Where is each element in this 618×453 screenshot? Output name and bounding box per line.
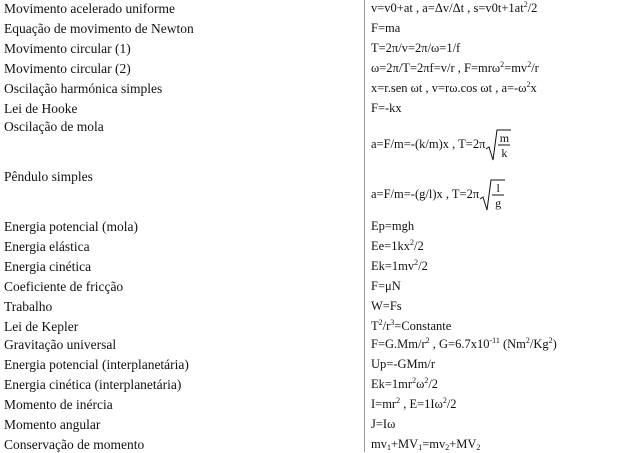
superscript: 2 <box>523 0 528 9</box>
formula-text: Ek=1mv <box>371 259 415 273</box>
quantity-name: Movimento circular (2) <box>4 61 131 76</box>
formula <box>371 318 451 335</box>
superscript: 2 <box>424 376 429 385</box>
quantity-name: Gravitação universal <box>4 337 117 352</box>
superscript: -11 <box>489 336 500 345</box>
fraction-denominator: k <box>501 146 508 160</box>
formula-text: v=v0+at , a=Δv/Δt , s=v0t+1at <box>371 1 524 15</box>
formula <box>371 238 424 255</box>
quantity-name: Movimento circular (1) <box>4 41 131 56</box>
superscript: 2 <box>526 80 531 89</box>
quantity-name: Trabalho <box>4 299 53 314</box>
quantity-name: Energia potencial (mola) <box>4 219 138 234</box>
formula <box>371 80 537 97</box>
formula <box>371 416 395 433</box>
formula-text: /2 <box>446 397 457 411</box>
fraction-denominator: g <box>495 196 502 210</box>
formula-text: x <box>530 81 537 95</box>
formula-text: J=Iω <box>371 417 396 431</box>
quantity-name: Movimento acelerado uniforme <box>4 1 175 16</box>
superscript: 2 <box>378 318 383 327</box>
formula-text: , G=6.7x10 <box>429 337 490 351</box>
formula-text: +MV <box>449 437 477 451</box>
quantity-name: Oscilação de mola <box>4 119 104 134</box>
formula-text: Ek=1mr <box>371 377 413 391</box>
superscript: 2 <box>527 60 532 69</box>
formula-text: a=F/m=-(g/l)x , T=2π <box>371 186 480 201</box>
formula-text: a=F/m=-(k/m)x , T=2π <box>371 136 486 151</box>
formula-text: Up=-GMm/r <box>371 357 435 371</box>
quantity-name: Coeficiente de fricção <box>4 279 124 294</box>
formula-text: ) <box>552 337 557 351</box>
formula-text: , E=1Iω <box>400 397 443 411</box>
formula-text: x=r.sen ωt , v=rω.cos ωt , a=-ω <box>371 81 527 95</box>
column-divider <box>364 0 365 452</box>
formula <box>371 298 402 315</box>
formula-text: /Kg <box>529 337 549 351</box>
formula-text: F=-kx <box>371 101 402 115</box>
quantity-name: Momento de inércia <box>4 397 113 412</box>
formula-text: =mv <box>504 61 528 75</box>
formula <box>371 396 457 413</box>
formula <box>371 336 557 353</box>
superscript: 3 <box>390 318 395 327</box>
superscript: 2 <box>396 396 401 405</box>
quantity-name: Oscilação harmónica simples <box>4 81 163 96</box>
quantity-name: Lei de Kepler <box>4 319 79 334</box>
formula-text: /2 <box>418 259 428 273</box>
square-root <box>485 128 511 162</box>
formula-text: F=ma <box>371 21 401 35</box>
superscript: 2 <box>409 238 414 247</box>
superscript: 2 <box>425 336 430 345</box>
formula-text: I=mr <box>371 397 397 411</box>
quantity-name: Conservação de momento <box>4 437 145 452</box>
formula <box>371 20 400 37</box>
formula <box>371 436 480 453</box>
formula <box>371 178 505 212</box>
superscript: 2 <box>548 336 553 345</box>
subscript: 2 <box>476 443 481 452</box>
superscript: 2 <box>414 258 419 267</box>
superscript: 2 <box>442 396 447 405</box>
formula <box>371 278 401 295</box>
quantity-name: Pêndulo simples <box>4 169 93 184</box>
formula-text: T <box>371 319 379 333</box>
formula <box>371 376 438 393</box>
formula-text: F=G.Mm/r <box>371 337 426 351</box>
formula-text: /2 <box>413 239 424 253</box>
superscript: 2 <box>500 60 505 69</box>
formula-text: /2 <box>428 377 439 391</box>
formula-text: /r <box>531 61 539 75</box>
quantity-name: Lei de Hooke <box>4 101 78 116</box>
formula-text: Ee=1kx <box>371 239 410 253</box>
superscript: 2 <box>412 376 417 385</box>
subscript: 1 <box>418 443 423 452</box>
formula-text: ω=2π/T=2πf=v/r , F=mrω <box>371 61 501 75</box>
formula-text: T=2π/v=2π/ω=1/f <box>371 41 461 55</box>
formula-text: =Constante <box>394 319 452 333</box>
subscript: 2 <box>445 443 450 452</box>
formula <box>371 218 414 235</box>
formula-text: /2 <box>527 1 538 15</box>
subscript: 1 <box>386 443 391 452</box>
quantity-name: Energia potencial (interplanetária) <box>4 357 189 372</box>
fraction-numerator: m <box>499 131 510 145</box>
formula <box>371 0 537 17</box>
formula-text: =mv <box>422 437 446 451</box>
quantity-name: Momento angular <box>4 417 101 432</box>
quantity-name: Energia cinética <box>4 259 92 274</box>
formula-text: ω <box>416 377 425 391</box>
formula <box>371 40 460 57</box>
superscript: 2 <box>525 336 530 345</box>
formula <box>371 356 435 373</box>
quantity-name: Equação de movimento de Newton <box>4 21 194 36</box>
formula-text: +MV <box>390 437 419 451</box>
formula <box>371 100 402 117</box>
formula-text: F=μN <box>371 279 401 293</box>
formula-text: Ep=mgh <box>371 219 415 233</box>
formula <box>371 258 428 275</box>
fraction-numerator: l <box>496 181 500 195</box>
formula-text: mv <box>371 437 387 451</box>
square-root <box>479 178 505 212</box>
formula-text: W=Fs <box>371 299 402 313</box>
quantity-name: Energia elástica <box>4 239 90 254</box>
formula <box>371 60 539 77</box>
formula <box>371 128 511 162</box>
formula-text: /r <box>382 319 391 333</box>
quantity-name: Energia cinética (interplanetária) <box>4 377 182 392</box>
formula-text: (Nm <box>499 337 526 351</box>
